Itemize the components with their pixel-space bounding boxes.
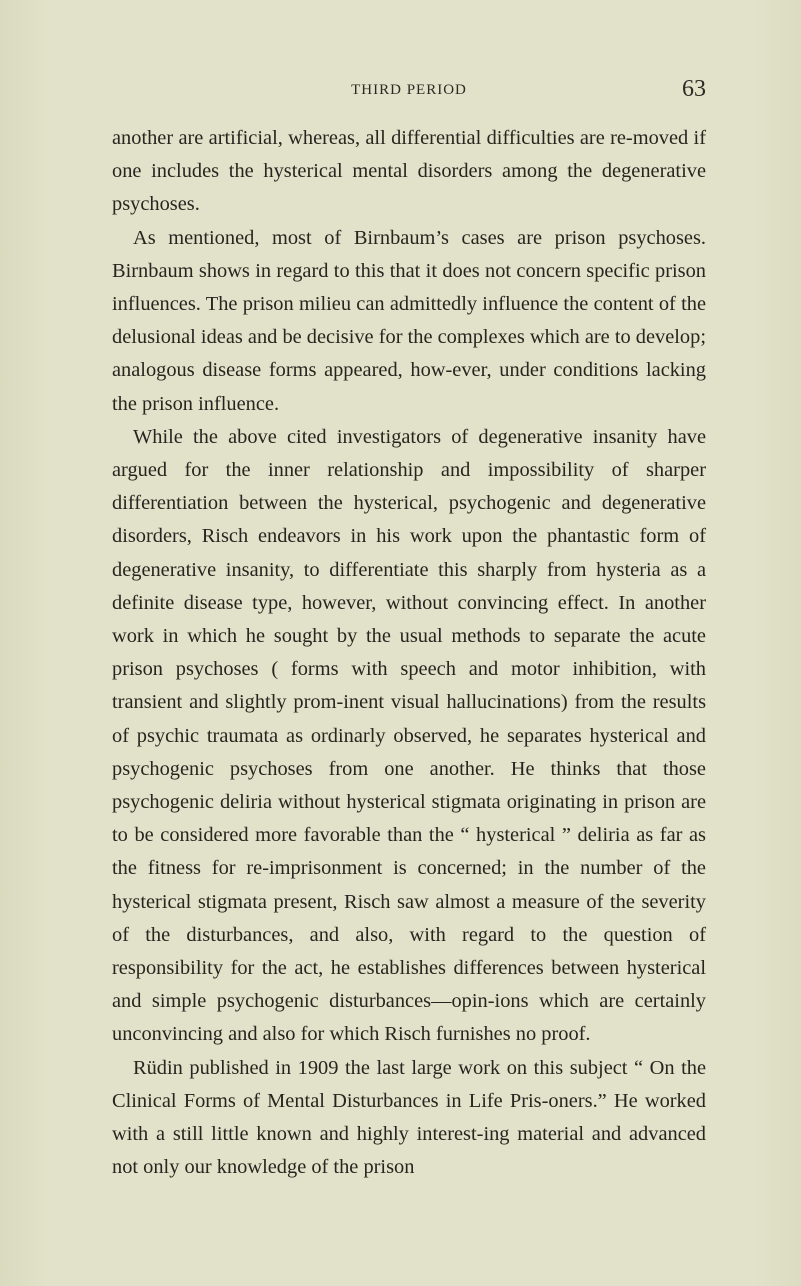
paragraph-2: As mentioned, most of Birnbaum’s cases are prison psychoses. Birnbaum shows in regard to this that it does not concern specific prison influences. The prison milieu can admittedly influence the content of the delusional ideas and be decisive for the complexes which are to develop; analogous disease forms appeared, how-ever, under conditions lacking the prison influence. xyxy=(112,226,706,415)
page-number: 63 xyxy=(682,76,706,102)
running-head xyxy=(112,78,706,108)
running-title: THIRD PERIOD xyxy=(351,82,467,98)
body-text xyxy=(112,122,706,1185)
paragraph-3: While the above cited investigators of degenerative insanity have argued for the inner relationship and impossibility of sharper differentiation between the hysterical, psychogenic and degenerative disorders, Risch endeavors in his work upon the phantastic form of degenerative insanity, to differentiate this sharply from hysteria as a definite disease type, however, without convincing effect. In another work in which he sought by the usual methods to separate the acute prison psychoses ( forms with speech and motor inhibition, with transient and slightly prom-inent visual hallucinations) from the results of psychic traumata as ordinarly observed, he separates hysterical and psychogenic psychoses from one another. He thinks that those psychogenic deliria without hysterical stigmata originating in prison are to be considered more favorable than the “ hysterical ” deliria as far as the fitness for re-imprisonment is concerned; in the number of the hysterical stigmata present, Risch saw almost a measure of the severity of the disturbances, and also, with regard to the question of responsibility for the act, he establishes differences between hysterical and simple psychogenic disturbances—opin-ions which are certainly unconvincing and also for which Risch furnishes no proof. xyxy=(112,425,706,1046)
paragraph-1: another are artificial, whereas, all differential difficulties are re-moved if one includes the hysterical mental disorders among the degenerative psychoses. xyxy=(112,127,706,216)
paragraph-4: Rüdin published in 1909 the last large work on this subject “ On the Clinical Forms of Mental Disturbances in Life Pris-oners.” He worked with a still little known and highly interest-ing material and advanced not only our knowledge of the prison xyxy=(112,1056,706,1179)
